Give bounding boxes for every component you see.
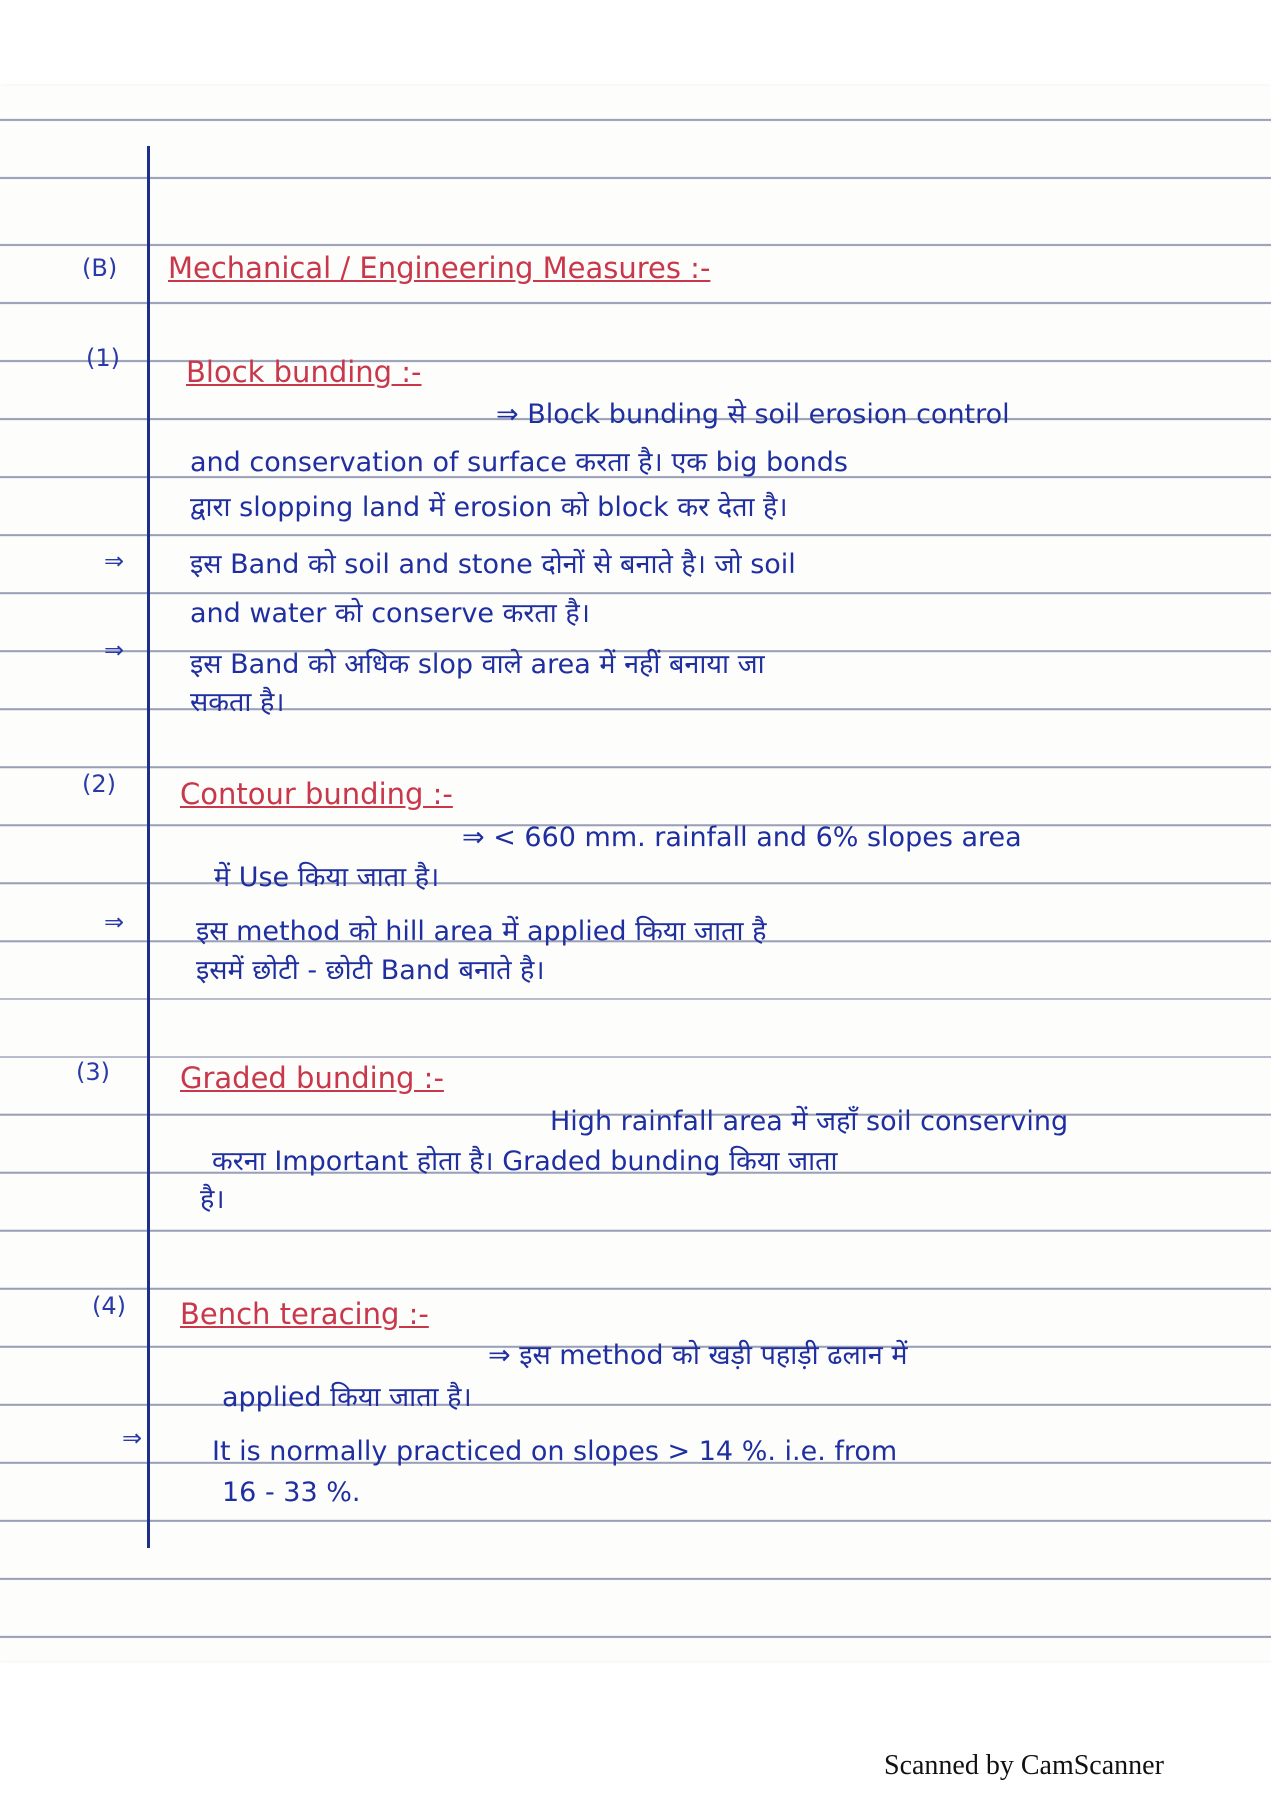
item-1-line-6: इस Band को अधिक slop वाले area में नहीं बनाया जा (190, 649, 765, 680)
item-2-line-2: में Use किया जाता है। (214, 862, 440, 893)
item-2-line-4: इसमें छोटी - छोटी Band बनाते है। (196, 955, 545, 986)
item-3-label: (3) (76, 1058, 110, 1086)
item-1-line-5: and water को conserve करता है। (190, 598, 590, 629)
item-4-line-1: ⇒ इस method को खड़ी पहाड़ी ढलान में (488, 1340, 908, 1371)
item-4-line-3: It is normally practiced on slopes > 14 %. i.e. from (212, 1436, 898, 1467)
item-3-heading: Graded bunding :- (180, 1061, 444, 1095)
item-1-line-4: इस Band को soil and stone दोनों से बनाते है। जो soil (190, 549, 796, 580)
item-3-line-2: करना Important होता है। Graded bunding किया जाता (212, 1146, 838, 1177)
item-3-line-1: High rainfall area में जहाँ soil conserving (550, 1106, 1069, 1137)
section-label: (B) (82, 254, 118, 282)
section-title (168, 248, 1271, 290)
item-1-marker-2: ⇒ (104, 636, 125, 664)
item-2-marker-1: ⇒ (104, 908, 125, 936)
item-2-label: (2) (82, 770, 116, 798)
item-1-heading: Block bunding :- (186, 355, 422, 389)
item-1-line-3: द्वारा slopping land में erosion को block कर देता है। (190, 492, 788, 523)
item-2-line-1: ⇒ < 660 mm. rainfall and 6% slopes area (462, 822, 1022, 853)
item-1-line-7: सकता है। (190, 687, 285, 718)
margin-line (147, 146, 150, 1548)
item-1-label: (1) (86, 344, 120, 372)
item-4-marker-1: ⇒ (122, 1424, 143, 1452)
section-title-text: Mechanical / Engineering Measures :- (168, 251, 711, 285)
item-2-heading: Contour bunding :- (180, 777, 453, 811)
item-2-line-3: इस method को hill area में applied किया जाता है (196, 916, 767, 947)
item-1-marker-1: ⇒ (104, 547, 125, 575)
item-4-line-4: 16 - 33 %. (222, 1477, 361, 1508)
item-1-line-2: and conservation of surface करता है। एक big bonds (190, 447, 848, 478)
item-4-line-2: applied किया जाता है। (222, 1382, 472, 1413)
scanner-watermark: Scanned by CamScanner (884, 1750, 1164, 1781)
item-1-line-1: ⇒ Block bunding से soil erosion control (496, 399, 1010, 430)
item-3-line-3: है। (200, 1184, 225, 1215)
item-4-heading: Bench teracing :- (180, 1297, 429, 1331)
item-4-label: (4) (92, 1292, 126, 1320)
